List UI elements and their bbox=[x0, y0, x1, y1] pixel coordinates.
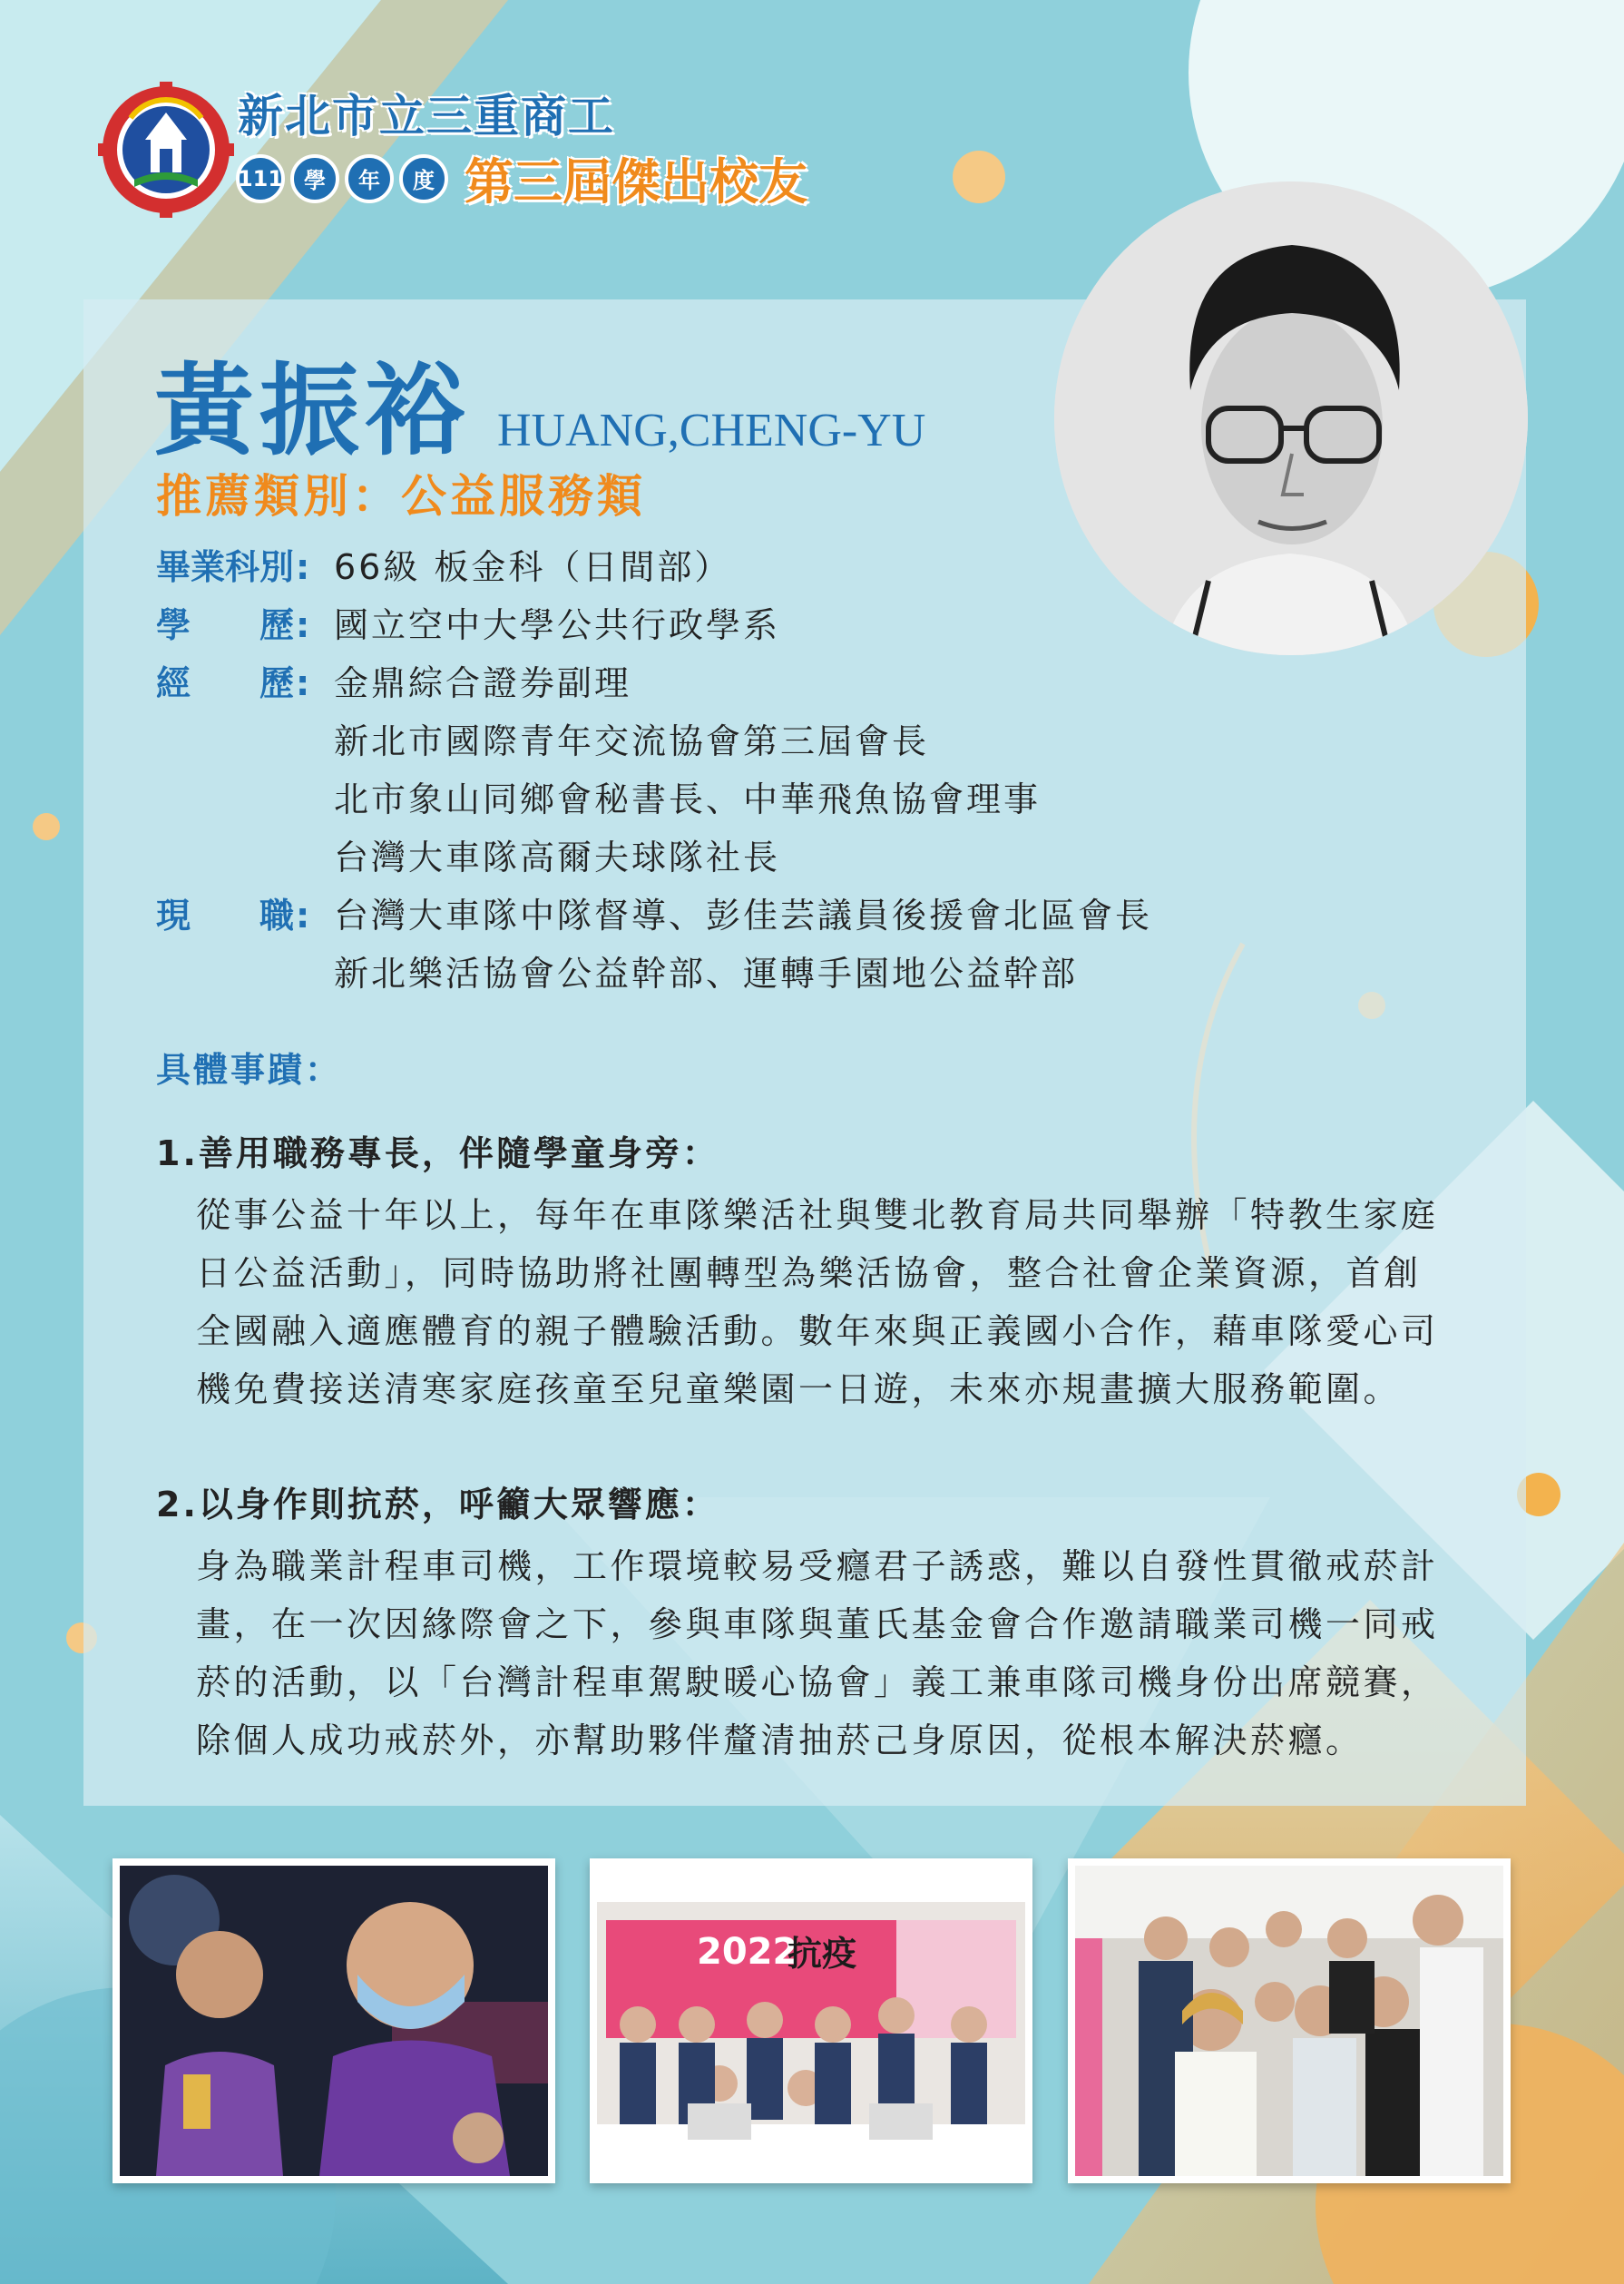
school-logo-icon bbox=[98, 82, 234, 218]
event-photo-icon bbox=[120, 1866, 548, 2176]
info-label: 現 職 bbox=[156, 896, 295, 936]
year-badge: 度 bbox=[399, 154, 448, 203]
year-badge: 學 bbox=[290, 154, 339, 203]
year-badge: 年 bbox=[345, 154, 394, 203]
info-label: 學 歷 bbox=[156, 605, 295, 645]
school-name: 新北市立三重商工 bbox=[238, 90, 615, 142]
photo-night-event bbox=[113, 1858, 555, 2183]
award-title: 第三屆傑出校友 bbox=[465, 153, 807, 211]
deed-line: 身為職業計程車司機，工作環境較易受癮君子誘惑，難以自發性貫徹戒菸計 bbox=[196, 1546, 1439, 1586]
banner-year: 2022 bbox=[697, 1931, 798, 1973]
deed-line: 菸的活動，以「台灣計程車駕駛暖心協會」義工兼車隊司機身份出席競賽， bbox=[196, 1662, 1439, 1702]
info-value: 新北樂活協會公益幹部、運轉手園地公益幹部 bbox=[334, 954, 1079, 994]
info-row-department: 畢業科別: 66級 板金科（日間部） bbox=[156, 538, 1152, 596]
year-badge: 111 bbox=[236, 154, 285, 203]
deed-line: 除個人成功戒菸外，亦幫助夥伴釐清抽菸己身原因，從根本解決菸癮。 bbox=[196, 1720, 1364, 1760]
info-value: 北市象山同鄉會秘書長、中華飛魚協會理事 bbox=[334, 779, 1042, 819]
deed-body bbox=[196, 1186, 1499, 1418]
deed-title: 2.以身作則抗菸，呼籲大眾響應： bbox=[156, 1485, 719, 1524]
info-row-education: 學 歷: 國立空中大學公共行政學系 bbox=[156, 596, 1152, 654]
deeds-heading: 具體事蹟： bbox=[156, 1050, 343, 1090]
name-chinese: 黃振裕 bbox=[154, 352, 470, 469]
photo-anti-smoking-event bbox=[590, 1858, 1032, 2183]
deed-title: 1.善用職務專長，伴隨學童身旁： bbox=[156, 1133, 719, 1173]
info-value: 台灣大車隊高爾夫球隊社長 bbox=[334, 838, 781, 877]
deed-line: 畫，在一次因緣際會之下，參與車隊與董氏基金會合作邀請職業司機一同戒 bbox=[196, 1604, 1439, 1644]
info-value: 金鼎綜合證券副理 bbox=[334, 663, 632, 703]
group-photo-icon bbox=[597, 1866, 1025, 2176]
photo-group-gathering bbox=[1068, 1858, 1511, 2183]
info-value: 國立空中大學公共行政學系 bbox=[334, 605, 781, 645]
deed-body bbox=[196, 1537, 1499, 1769]
info-row-current-position: 現 職: 台灣大車隊中隊督導、彭佳芸議員後援會北區會長 新北樂活協會公益幹部、運轉手園地公益幹部 bbox=[156, 887, 1152, 1003]
deed-1 bbox=[156, 1125, 1499, 1418]
name-english: HUANG,CHENG-YU bbox=[497, 405, 926, 456]
info-label: 經 歷 bbox=[156, 663, 295, 703]
info-label: 畢業科別 bbox=[156, 547, 295, 587]
banner-title: 抗疫 bbox=[788, 1934, 857, 1974]
group-photo-icon bbox=[1075, 1866, 1503, 2176]
profile-info bbox=[156, 538, 1152, 1003]
deed-line: 全國融入適應體育的親子體驗活動。數年來與正義國小合作，藉車隊愛心司 bbox=[196, 1311, 1439, 1351]
info-row-experience: 經 歷: 金鼎綜合證券副理 新北市國際青年交流協會第三屆會長 北市象山同鄉會秘書長、中華飛魚協會理事 台灣大車隊高爾夫球隊社長 bbox=[156, 654, 1152, 887]
info-value: 66級 板金科（日間部） bbox=[334, 547, 732, 587]
recommendation-category: 推薦類別：公益服務類 bbox=[156, 470, 646, 523]
deed-2 bbox=[156, 1476, 1499, 1769]
deed-line: 日公益活動」，同時協助將社團轉型為樂活協會，整合社會企業資源，首創 bbox=[196, 1253, 1422, 1293]
info-value: 新北市國際青年交流協會第三屆會長 bbox=[334, 721, 930, 761]
name-row bbox=[154, 331, 925, 475]
deed-line: 機免費接送清寒家庭孩童至兒童樂園一日遊，未來亦規畫擴大服務範圍。 bbox=[196, 1369, 1402, 1409]
deed-line: 從事公益十年以上，每年在車隊樂活社與雙北教育局共同舉辦「特教生家庭 bbox=[196, 1195, 1439, 1235]
info-value: 台灣大車隊中隊督導、彭佳芸議員後援會北區會長 bbox=[334, 896, 1153, 936]
year-badge-row bbox=[236, 143, 807, 213]
